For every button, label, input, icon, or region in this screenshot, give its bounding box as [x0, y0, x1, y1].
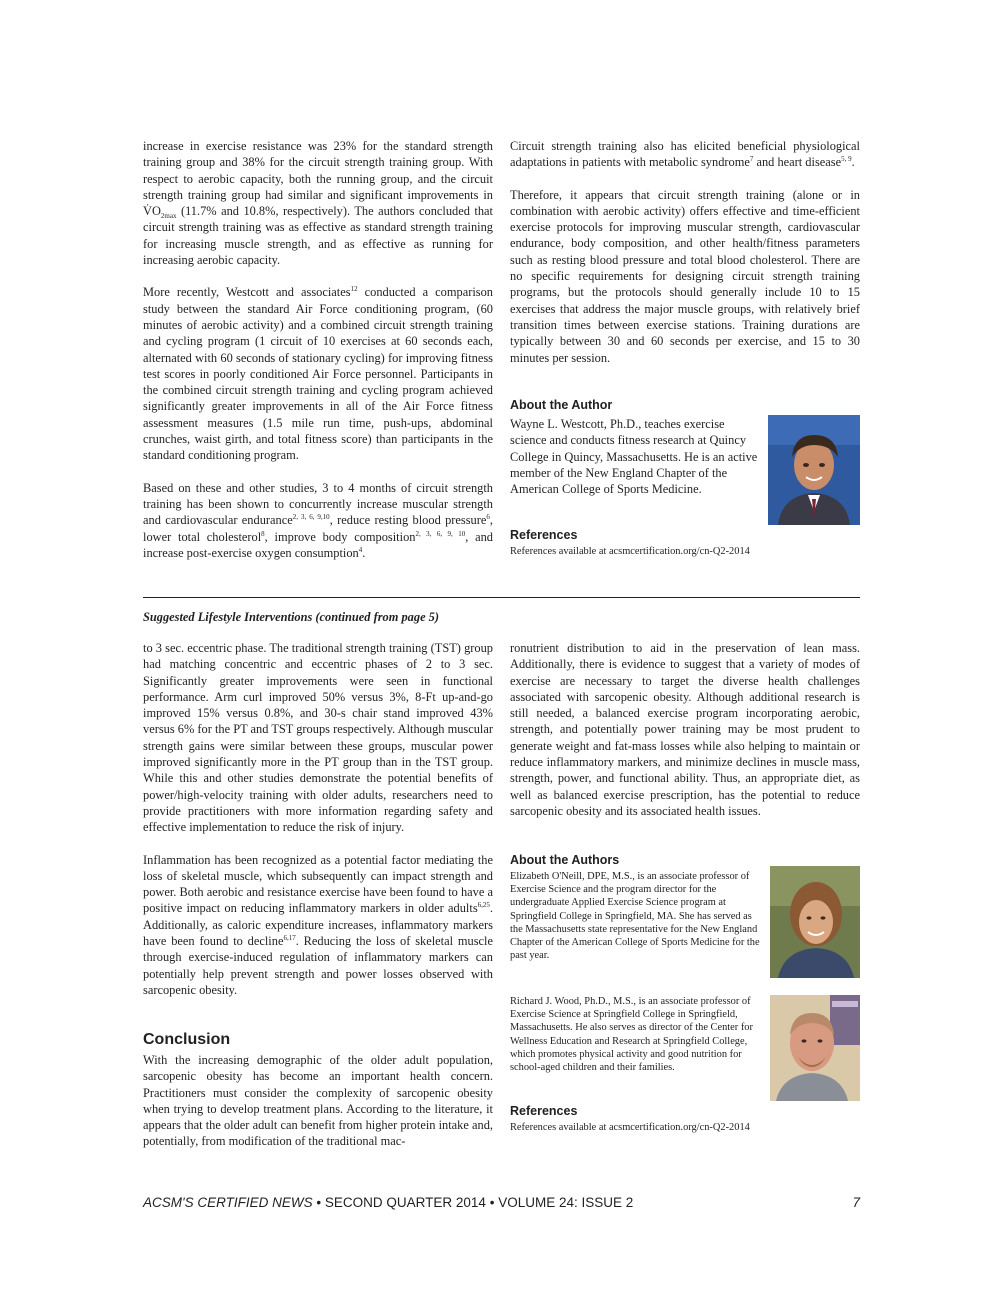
paragraph: Therefore, it appears that circuit strength training (alone or in combination with aerobic activity) offers effective and time-efficient exercise protocols for improving muscular strength, cardiovascular endurance, body composition, and other health/fitness parameters such as resting blood pressure and total blood cholesterol. There are no specific requirements for designing circuit strength training programs, but the protocols should generally include 10 to 15 exercises that address the major muscle groups, with relatively brief transition times between exercise stations. Training durations are typically between 30 and 60 seconds per exercise, and 15 to 30 minutes per session.: [510, 187, 860, 365]
author-portrait-image: [770, 866, 860, 978]
conclusion-text: With the increasing demographic of the older adult population, sarcopenic obesity has become an important health concern. Practitioners must consider the complexity of sarcopenic obesity when trying to develop treatment plans. According to the literature, it appears that the older adult can benefit from higher protein intake and, potentially, from modification of the traditional mac-: [143, 1053, 493, 1149]
references-heading: References: [510, 528, 578, 542]
paragraph: Circuit strength training also has elicited beneficial physiological adaptations in patients with metabolic syndrome$^7$ and heart disease$^{5, 9}$.: [510, 139, 860, 170]
page-footer: [143, 1195, 860, 1210]
paragraph: Inflammation has been recognized as a potential factor mediating the loss of skeletal muscle, which subsequently can impact strength and power. Both aerobic and resistance exercise have been found to have a positive impact on reducing inflammatory markers in older adults$^{6,25}$. Additionally, as caloric expenditure increases, inflammatory markers have been found to decline$^{6,17}$. Reducing the loss of skeletal muscle through exercise-induced regulation of inflammatory markers can potentially help prevent strength and power losses observed with sarcopenic obesity.: [143, 852, 493, 997]
author-portrait-image: [770, 995, 860, 1101]
continued-label: Suggested Lifestyle Interventions (continued from page 5): [143, 610, 439, 624]
about-author-heading: About the Author: [510, 398, 613, 412]
footer-separator: •: [489, 1195, 495, 1210]
references-text: References available at acsmcertification.org/cn-Q2-2014: [510, 546, 750, 557]
paragraph: Based on these and other studies, 3 to 4 months of circuit strength training has been shown to concurrently increase muscular strength and cardiovascular endurance$^{2, 3, 6, 9,10}$, reduce resting blood pressure$^6$, lower total cholesterol$^8$, improve body composition$^{2, 3, 6, 9, 10}$, and increase post-exercise oxygen consumption$^4$.: [143, 480, 493, 560]
author-photo-wood: [770, 995, 860, 1101]
about-author-text: Wayne L. Westcott, Ph.D., teaches exercise science and conducts fitness research at Quincy College in Quincy, Massachusetts. He is an active member of the New England Chapter of the American College of Sports Medicine.: [510, 417, 758, 497]
author-portrait-image: [768, 415, 860, 525]
section-divider: [143, 597, 860, 598]
top-left-column: [143, 138, 493, 561]
publication-title: ACSM'S CERTIFIED NEWS: [143, 1195, 313, 1210]
about-authors-heading: About the Authors: [510, 853, 620, 867]
footer-issue-volume: VOLUME 24: ISSUE 2: [498, 1195, 634, 1210]
footer-issue-quarter: SECOND QUARTER 2014: [324, 1195, 486, 1210]
top-right-column: [510, 138, 860, 366]
author-photo-westcott: [768, 415, 860, 525]
author-wood-text: Richard J. Wood, Ph.D., M.S., is an associate professor of Exercise Science at Springfield College in Springfield, Massachusetts. He also serves as director of the Center for Wellness Education and Research at Springfield College, which promotes physical activity and good nutrition for school-aged children and their families.: [510, 996, 753, 1074]
page-number: 7: [852, 1195, 860, 1210]
paragraph: to 3 sec. eccentric phase. The traditional strength training (TST) group had matching concentric and eccentric phases of 2 to 3 sec. Significantly greater improvements were seen in functional performance. Arm curl improved 50% versus 3%, 8-Ft up-and-go improved 15% versus 0.8%, and 30-s chair stand improved 43% versus 6% for the PT and TST groups respectively. Although muscular strength gains were similar between these groups, muscular power improved significantly more in the PT group than in the TST group. While this and other studies demonstrate the potential benefits of power/high-velocity training with older adults, researchers need to provide practitioners with more information regarding safety and effective implementation to reduce the risk of injury.: [143, 641, 493, 835]
author-oneill-text: Elizabeth O'Neill, DPE, M.S., is an associate professor of Exercise Science and the program director for the undergraduate Applied Exercise Science program at Springfield College in Springfield, MA. She has served as the Massachusetts state representative for the New England Chapter of the American College of Sports Medicine for the past year.: [510, 871, 760, 962]
paragraph: ronutrient distribution to aid in the preservation of lean mass. Additionally, there is evidence to suggest that a variety of modes of exercise are necessary to target the diverse health challenges associated with sarcopenic obesity. Although additional research is still needed, a balanced exercise program incorporating aerobic, strength, and potentially power training may be most prudent to generate weight and fat-mass losses while also helping to maintain or reduce inflammatory markers, and minimize declines in muscle mass, strength, power, and functional ability. Thus, an appropriate diet, as well as balanced exercise prescription, has the potential to reduce sarcopenic obesity and its associated health issues.: [510, 641, 860, 818]
conclusion-heading: Conclusion: [143, 1031, 231, 1048]
bottom-left-column: [143, 640, 493, 998]
bottom-right-column: [510, 640, 860, 819]
references-text-2: References available at acsmcertification.org/cn-Q2-2014: [510, 1122, 750, 1133]
paragraph: increase in exercise resistance was 23% for the standard strength training group and 38% for the circuit strength training group. With respect to aerobic capacity, both the running group, and the circuit strength training group had similar and significant improvements in $V̇O_{2max}$ (11.7% and 10.8%, respectively). The authors concluded that circuit strength training was as effective as standard strength training for increasing muscle strength, and as effective as running for increasing aerobic capacity.: [143, 139, 493, 268]
footer-separator: •: [316, 1195, 322, 1210]
paragraph: More recently, Westcott and associates$^{12}$ conducted a comparison study between the standard Air Force conditioning program, (60 minutes of aerobic activity) and a combined circuit strength training and cycling program (1 circuit of 10 exercises at 60 seconds each, alternated with 60 seconds of stationary cycling) for improving fitness test scores in poorly conditioned Air Force personnel. Participants in the combined circuit strength training and cycling program achieved significantly greater improvements in all of the Air Force fitness assessment measures (1.5 mile run time, push-ups, abdominal crunches, waist girth, and total fitness score) than participants in the standard conditioning program.: [143, 285, 493, 463]
author-photo-oneill: [770, 866, 860, 978]
references-heading-2: References: [510, 1104, 578, 1118]
